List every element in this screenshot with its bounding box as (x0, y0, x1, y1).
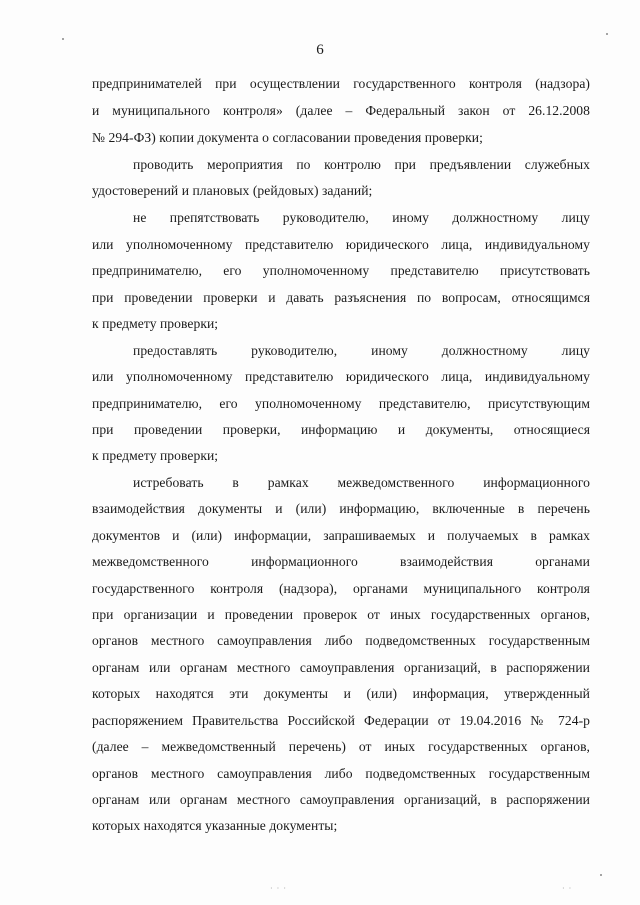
text-line: органам или органам местного самоуправления организаций, в распоряжении (92, 792, 590, 807)
text-line: межведомственного информационного взаимодействия органами (92, 554, 590, 569)
text-line: распоряжением Правительства Российской Федерации от 19.04.2016 № 724-р (92, 713, 590, 728)
text-line: предпринимателей при осуществлении государственного контроля (надзора) (92, 76, 590, 91)
text-line: документов и (или) информации, запрашиваемых и получаемых в рамках (92, 528, 590, 543)
text-line: удостоверений и плановых (рейдовых) заданий; (92, 183, 373, 198)
text-line: к предмету проверки; (92, 448, 219, 463)
text-line: предпринимателю, его уполномоченному представителю присутствовать (92, 263, 590, 278)
scan-dots: · · · (270, 884, 287, 893)
text-line: или уполномоченному представителю юридического лица, индивидуальному (92, 369, 590, 384)
text-line: истребовать в рамках межведомственного информационного (133, 475, 590, 490)
text-line: предоставлять руководителю, иному должностному лицу (133, 343, 590, 358)
text-line: № 294-ФЗ) копии документа о согласовании проведения проверки; (92, 130, 483, 145)
text-line: органов местного самоуправления либо подведомственных государственным (92, 766, 590, 781)
scan-speck (606, 33, 608, 35)
text-line: государственного контроля (надзора), органами муниципального контроля (92, 581, 590, 596)
text-line: органам или органам местного самоуправления организаций, в распоряжении (92, 660, 590, 675)
text-line: к предмету проверки; (92, 316, 219, 331)
text-line: при проведении проверки и давать разъяснения по вопросам, относящимся (92, 290, 590, 305)
text-line: (далее – межведомственный перечень) от иных государственных органов, (92, 739, 590, 754)
text-line: или уполномоченному представителю юридического лица, индивидуальному (92, 237, 590, 252)
text-line: проводить мероприятия по контролю при предъявлении служебных (133, 157, 590, 172)
text-line: при проведении проверки, информацию и документы, относящиеся (92, 422, 590, 437)
text-line: органов местного самоуправления либо подведомственных государственным (92, 633, 590, 648)
scan-speck (600, 874, 602, 876)
text-line: которых находятся эти документы и (или) информация, утвержденный (92, 686, 590, 701)
text-line: не препятствовать руководителю, иному должностному лицу (133, 210, 590, 225)
text-line: взаимодействия документы и (или) информацию, включенные в перечень (92, 501, 590, 516)
scan-dots: · · (562, 884, 573, 893)
scan-speck (62, 38, 64, 40)
text-line: при организации и проведении проверок от иных государственных органов, (92, 607, 590, 622)
text-line: и муниципального контроля» (далее – Федеральный закон от 26.12.2008 (92, 103, 590, 118)
page-number: 6 (316, 42, 324, 58)
text-line: которых находятся указанные документы; (92, 818, 338, 833)
text-line: предпринимателю, его уполномоченному представителю, присутствующим (92, 396, 590, 411)
